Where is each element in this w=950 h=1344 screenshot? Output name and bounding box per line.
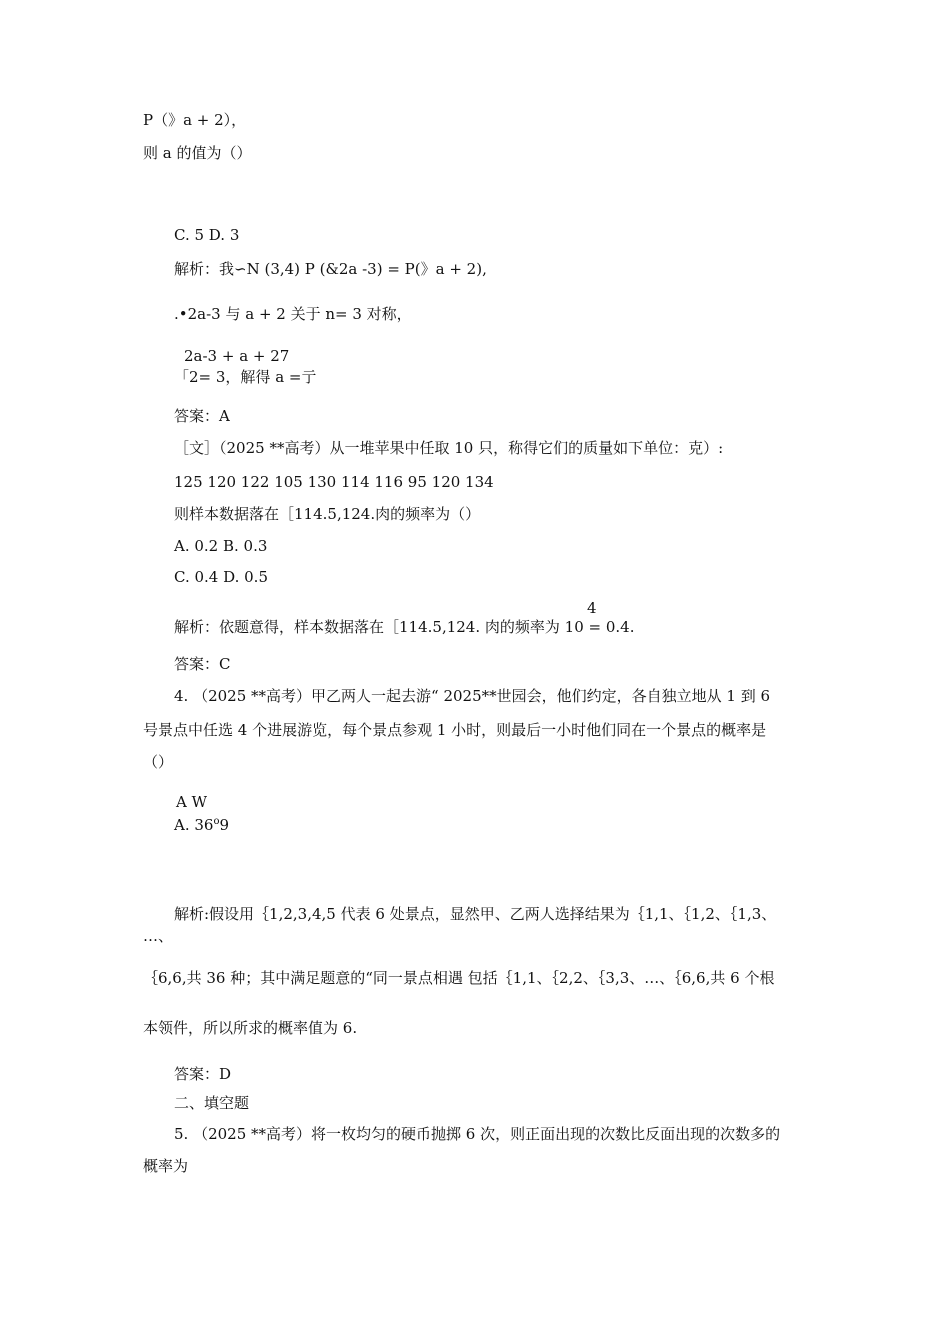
option-text: 9 (219, 816, 230, 834)
question-line: 5. （2025 **高考）将一枚均匀的硬币抛掷 6 次，则正面出现的次数比反面出现的次数多的 (174, 1125, 781, 1143)
option-line: C. 0.4 D. 0.5 (174, 568, 268, 586)
fraction-numerator: 4 (587, 599, 597, 617)
data-line: 125 120 122 105 130 114 116 95 120 134 (174, 473, 494, 491)
question-line: ［文］（2025 **高考）从一堆苹果中任取 10 只，称得它们的质量如下单位：克）: (174, 439, 724, 457)
question-line: 则样本数据落在［114.5,124.肉的频率为（） (174, 505, 481, 523)
analysis-line: 解析：依题意得，样本数据落在［114.5,124. 肉的频率为 10 = 0.4. (174, 618, 635, 636)
option-line (174, 812, 229, 835)
option-text: A. 36 (174, 816, 214, 834)
option-line: C. 5 D. 3 (174, 226, 240, 244)
analysis-line: .•2a-3 与 a + 2 关于 n= 3 对称， (174, 305, 412, 323)
text-line: 则 a 的值为（） (143, 144, 252, 162)
analysis-line: 本领件，所以所求的概率值为 6. (143, 1019, 358, 1037)
question-line: 号景点中任选 4 个进展游览，每个景点参观 1 小时，则最后一小时他们同在一个景点的概率是 (143, 721, 767, 739)
analysis-line: …、 (143, 927, 174, 945)
equation-line: 「2= 3，解得 a =亍 (174, 368, 317, 386)
question-line: （） (143, 753, 174, 771)
answer-line: 答案：C (174, 655, 231, 673)
option-line: A. 0.2 B. 0.3 (174, 537, 268, 555)
question-line: 概率为 (143, 1157, 189, 1175)
equation-line: 2a-3 + a + 27 (184, 347, 290, 365)
option-line: A W (176, 793, 208, 811)
analysis-line: ｛6,6,共 36 种；其中满足题意的“同一景点相遇 包括｛1,1、｛2,2、｛3,3、…、｛6,6,共 6 个根 (143, 969, 775, 987)
section-heading: 二、填空题 (174, 1094, 250, 1112)
analysis-line: 解析：我∽N (3,4) P (&2a -3) = P(》a + 2), (174, 260, 487, 278)
superscript: o (213, 816, 220, 827)
answer-line: 答案：D (174, 1065, 232, 1083)
analysis-line: 解析:假设用｛1,2,3,4,5 代表 6 处景点，显然甲、乙两人选择结果为｛1,1、｛1,2、｛1,3、 (174, 905, 777, 923)
text-line: P（》a + 2）， (143, 111, 247, 129)
answer-line: 答案：A (174, 407, 230, 425)
question-line: 4. （2025 **高考）甲乙两人一起去游“ 2025**世园会，他们约定，各自独立地从 1 到 6 (174, 687, 771, 705)
